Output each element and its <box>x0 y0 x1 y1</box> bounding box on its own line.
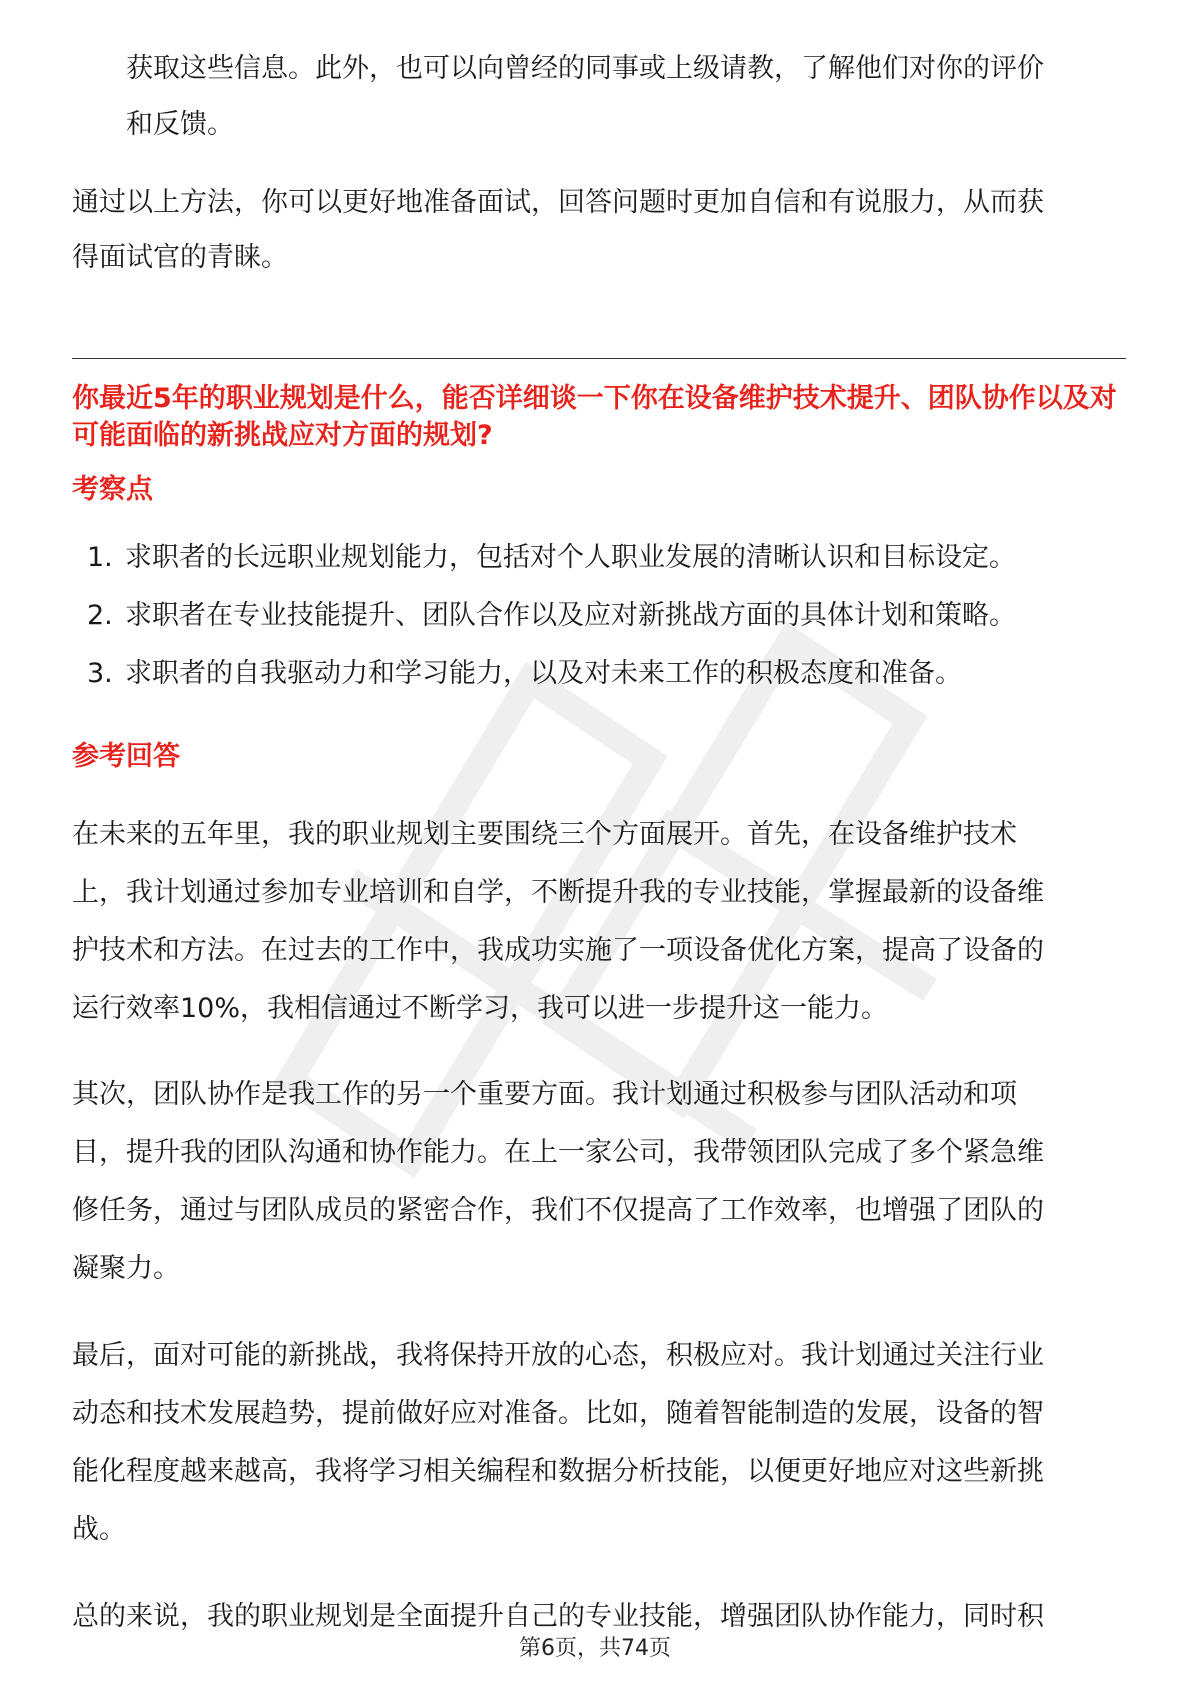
reference-answer-heading: 参考回答 <box>72 741 180 772</box>
answer-line: 运行效率10%，我相信通过不断学习，我可以进一步提升这一能力。 <box>72 993 889 1024</box>
list-item <box>87 596 1016 636</box>
answer-line: 目，提升我的团队沟通和协作能力。在上一家公司，我带领团队完成了多个紧急维 <box>72 1137 1044 1168</box>
exam-points-heading: 考察点 <box>72 474 153 505</box>
answer-line: 其次，团队协作是我工作的另一个重要方面。我计划通过积极参与团队活动和项 <box>72 1079 1017 1110</box>
answer-line: 护技术和方法。在过去的工作中，我成功实施了一项设备优化方案，提高了设备的 <box>72 935 1044 966</box>
paragraph-line: 获取这些信息。此外，也可以向曾经的同事或上级请教，了解他们对你的评价 <box>126 53 1044 84</box>
answer-line: 战。 <box>72 1514 126 1545</box>
list-item-text: 求职者的长远职业规划能力，包括对个人职业发展的清晰认识和目标设定。 <box>125 542 1016 573</box>
answer-line: 修任务，通过与团队成员的紧密合作，我们不仅提高了工作效率，也增强了团队的 <box>72 1195 1044 1226</box>
list-number: 2. <box>87 600 113 631</box>
list-item <box>87 538 1016 578</box>
list-item <box>87 654 962 694</box>
answer-line: 动态和技术发展趋势，提前做好应对准备。比如，随着智能制造的发展，设备的智 <box>72 1398 1044 1429</box>
answer-line: 在未来的五年里，我的职业规划主要围绕三个方面展开。首先，在设备维护技术 <box>72 819 1017 850</box>
answer-line: 凝聚力。 <box>72 1253 180 1284</box>
question-heading: 你最近5年的职业规划是什么，能否详细谈一下你在设备维护技术提升、团队协作以及对可能面临的新挑战应对方面的规划? <box>72 383 1117 451</box>
page-number-footer: 第6页，共74页 <box>519 1636 671 1661</box>
paragraph-line: 和反馈。 <box>126 109 234 140</box>
section-divider <box>72 358 1126 359</box>
list-number: 3. <box>87 658 113 689</box>
answer-line: 能化程度越来越高，我将学习相关编程和数据分析技能，以便更好地应对这些新挑 <box>72 1456 1044 1487</box>
paragraph-line: 通过以上方法，你可以更好地准备面试，回答问题时更加自信和有说服力，从而获 <box>72 187 1044 218</box>
answer-line: 上，我计划通过参加专业培训和自学，不断提升我的专业技能，掌握最新的设备维 <box>72 877 1044 908</box>
list-item-text: 求职者的自我驱动力和学习能力，以及对未来工作的积极态度和准备。 <box>125 658 962 689</box>
answer-line: 最后，面对可能的新挑战，我将保持开放的心态，积极应对。我计划通过关注行业 <box>72 1340 1044 1371</box>
paragraph-line: 得面试官的青睐。 <box>72 242 288 273</box>
list-number: 1. <box>87 542 113 573</box>
answer-line: 总的来说，我的职业规划是全面提升自己的专业技能，增强团队协作能力，同时积 <box>72 1601 1044 1632</box>
list-item-text: 求职者在专业技能提升、团队合作以及应对新挑战方面的具体计划和策略。 <box>125 600 1016 631</box>
